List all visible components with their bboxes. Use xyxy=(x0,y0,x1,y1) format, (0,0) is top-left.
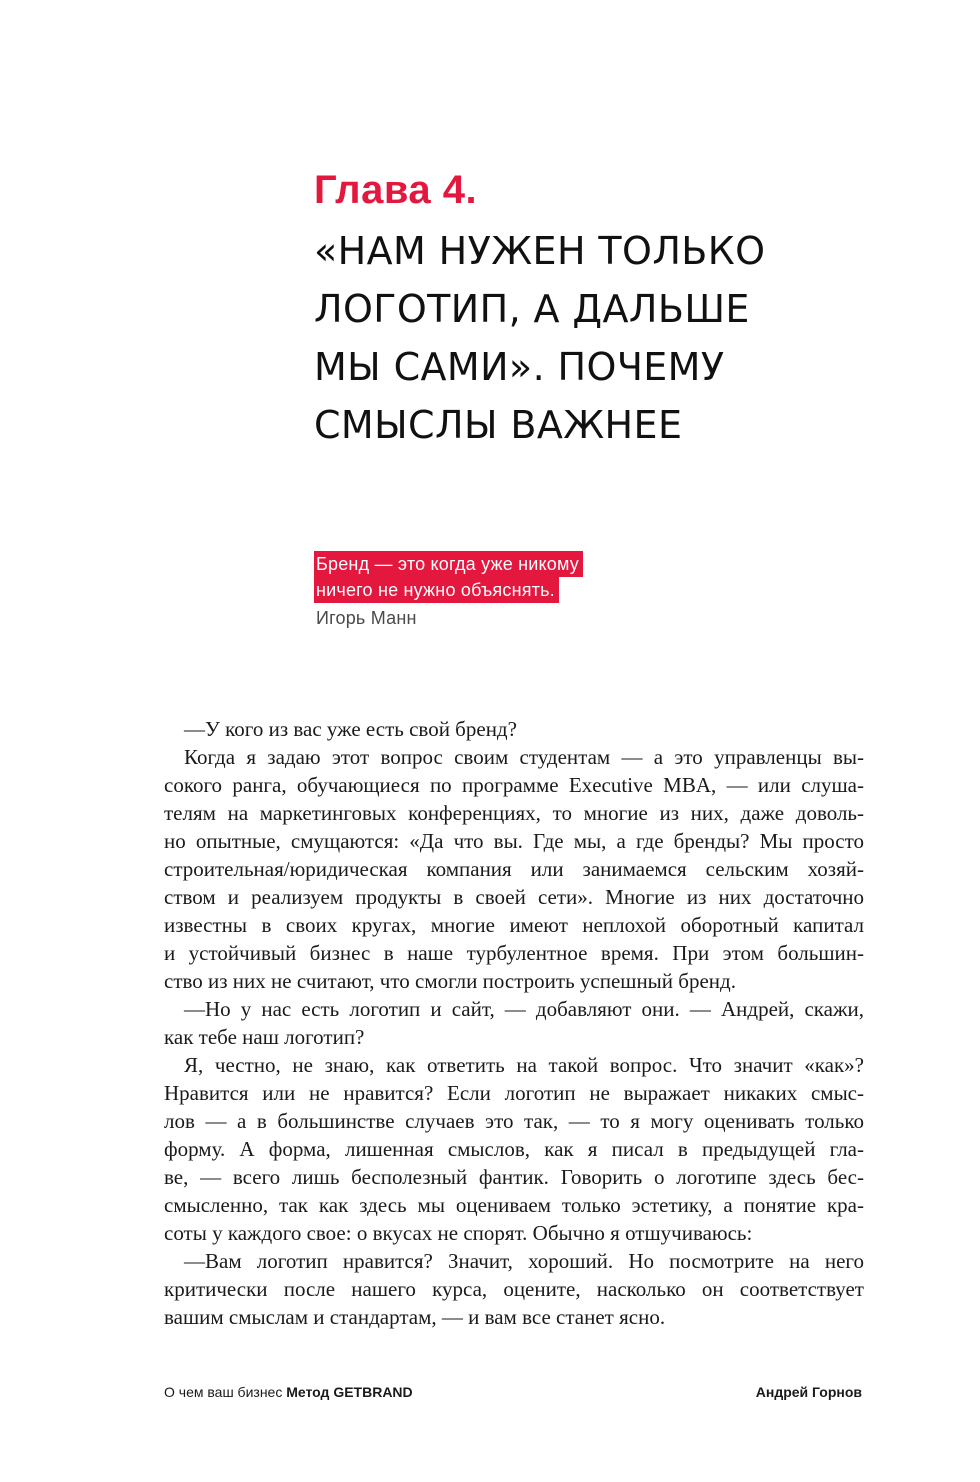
body-line: ство из них не считают, что смогли построить успешный бренд. xyxy=(164,969,736,993)
body-line: —Вам логотип нравится? Значит, хороший. Но посмотрите на него xyxy=(184,1249,864,1273)
body-line: лов — а в большинстве случаев это так, — то я могу оценивать только xyxy=(164,1109,864,1133)
body-line: Нравится или не нравится? Если логотип не выражает никаких смыс- xyxy=(164,1081,864,1105)
body-line: смысленно, так как здесь мы оцениваем только эстетику, а понятие кра- xyxy=(164,1193,864,1217)
body-line: известны в своих кругах, многие имеют неплохой оборотный капитал xyxy=(164,913,864,937)
page-footer xyxy=(164,1382,862,1402)
epigraph-quote-line: ничего не нужно объяснять. xyxy=(314,577,559,603)
chapter-label: Глава 4. xyxy=(314,168,478,212)
body-line: сокого ранга, обучающиеся по программе Executive MBA, — или слуша- xyxy=(164,773,864,797)
body-line: форму. А форма, лишенная смыслов, как я писал в предыдущей гла- xyxy=(164,1137,864,1161)
body-text xyxy=(164,715,864,1331)
epigraph-quote xyxy=(314,551,734,603)
body-line: вашим смыслам и стандартам, — и вам все станет ясно. xyxy=(164,1305,666,1329)
body-line: и устойчивый бизнес в наше турбулентное время. При этом большин- xyxy=(164,941,864,965)
epigraph-author: Игорь Манн xyxy=(316,608,417,628)
footer-author: Андрей Горнов xyxy=(755,1384,862,1400)
body-line: как тебе наш логотип? xyxy=(164,1025,365,1049)
chapter-title-line: МЫ САМИ». ПОЧЕМУ xyxy=(314,345,725,389)
body-line: строительная/юридическая компания или занимаемся сельским хозяй- xyxy=(164,857,864,881)
chapter-heading xyxy=(314,166,934,454)
chapter-title xyxy=(314,222,934,454)
epigraph xyxy=(314,551,734,631)
body-line: ве, — всего лишь бесполезный фантик. Говорить о логотипе здесь бес- xyxy=(164,1165,864,1189)
body-line: —У кого из вас уже есть свой бренд? xyxy=(184,717,517,741)
body-line: —Но у нас есть логотип и сайт, — добавляют они. — Андрей, скажи, xyxy=(184,997,864,1021)
body-line: ством и реализуем продукты в своей сети». Многие из них достаточно xyxy=(164,885,864,909)
body-line: соты у каждого свое: о вкусах не спорят. Обычно я отшучиваюсь: xyxy=(164,1221,753,1245)
body-line: но опытные, смущаются: «Да что вы. Где мы, а где бренды? Мы просто xyxy=(164,829,864,853)
chapter-title-line: СМЫСЛЫ ВАЖНЕЕ xyxy=(314,403,683,447)
chapter-title-line: ЛОГОТИП, А ДАЛЬШЕ xyxy=(314,287,750,331)
body-line: телям на маркетинговых конференциях, то многие из них, даже доволь- xyxy=(164,801,864,825)
body-line: критически после нашего курса, оцените, насколько он соответствует xyxy=(164,1277,864,1301)
footer-book-info xyxy=(164,1382,413,1402)
footer-method: Метод GETBRAND xyxy=(286,1384,413,1400)
body-line: Я, честно, не знаю, как ответить на такой вопрос. Что значит «как»? xyxy=(184,1053,864,1077)
footer-book-title: О чем ваш бизнес xyxy=(164,1384,283,1400)
body-line: Когда я задаю этот вопрос своим студентам — а это управленцы вы- xyxy=(184,745,864,769)
chapter-title-line: «НАМ НУЖЕН ТОЛЬКО xyxy=(314,229,766,273)
epigraph-quote-line: Бренд — это когда уже никому xyxy=(314,551,583,577)
